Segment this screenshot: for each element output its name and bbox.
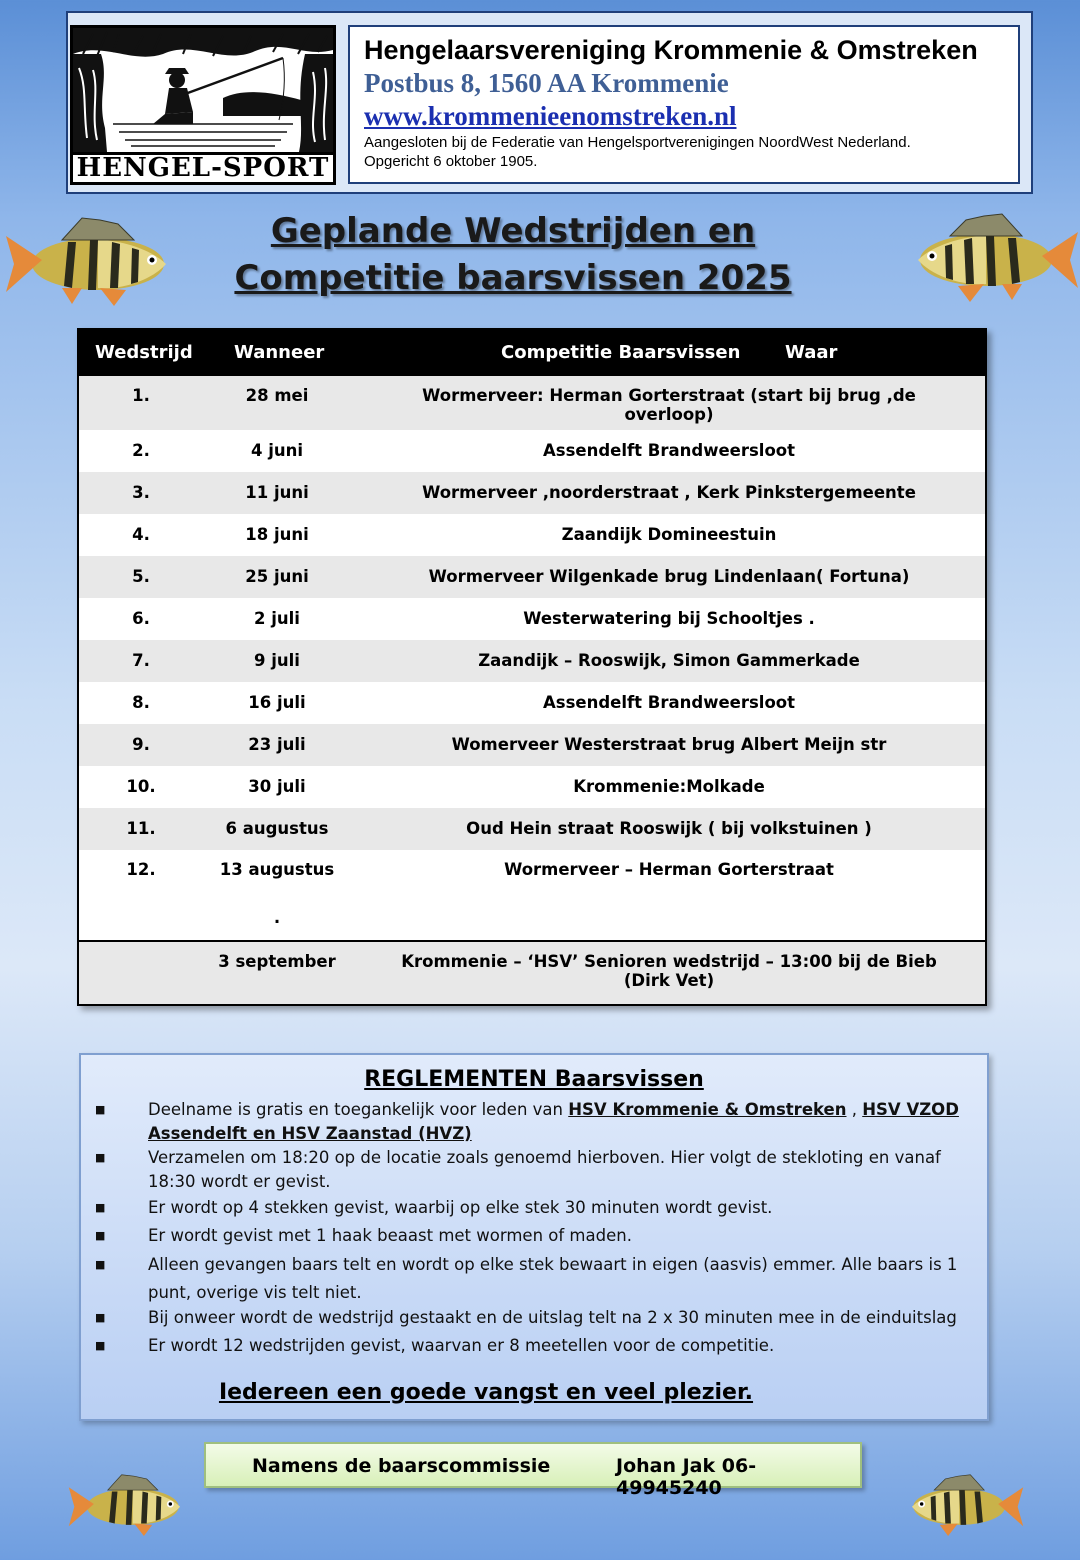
rule-text-line: Verzamelen om 18:20 op de locatie zoals genoemd hierboven. Hier volgt de stekloting en vanaf xyxy=(148,1148,941,1167)
bullet-icon: ■ xyxy=(95,1229,106,1242)
cell-date: 11 juni xyxy=(245,483,309,502)
cell-nr: 4. xyxy=(132,525,150,544)
cell-date: 6 augustus xyxy=(225,819,329,838)
cell-date: 28 mei xyxy=(245,386,309,405)
rule-text: Er wordt op 4 stekken gevist, waarbij op elke stek 30 minuten wordt gevist. xyxy=(148,1198,773,1217)
page-title xyxy=(180,208,846,302)
table-header xyxy=(79,330,985,376)
cell-date: 16 juli xyxy=(248,693,306,712)
club-affiliation: Aangesloten bij de Federatie van Hengelsportverenigingen NoordWest Nederland. xyxy=(364,134,911,151)
cell-place: Wormerveer – Herman Gorterstraat xyxy=(504,860,834,879)
table-row xyxy=(79,724,985,766)
contact-footer xyxy=(204,1442,862,1499)
page-title-line1: Geplande Wedstrijden en xyxy=(270,211,756,251)
cell-place: Wormerveer: Herman Gorterstraat (start bij brug ,de overloop) xyxy=(422,386,916,424)
header-competitie: Competitie Baarsvissen xyxy=(501,342,741,363)
cell-date: 13 augustus xyxy=(219,860,335,879)
cell-place: Wormerveer Wilgenkade brug Lindenlaan( Fortuna) xyxy=(428,567,910,586)
schedule-table xyxy=(77,328,987,1006)
bullet-icon: ■ xyxy=(95,1311,106,1324)
bullet-icon: ■ xyxy=(95,1103,106,1116)
bullet-icon: ■ xyxy=(95,1151,106,1164)
logo-text: HENGEL-SPORT xyxy=(73,152,333,182)
rule-text-part: Deelname is gratis en toegankelijk voor leden van xyxy=(148,1100,569,1119)
cell-date: 3 september xyxy=(218,952,336,971)
table-row xyxy=(79,682,985,724)
cell-place: Westerwatering bij Schooltjes . xyxy=(523,609,815,628)
perch-fish-icon xyxy=(2,210,186,310)
table-row xyxy=(79,808,985,850)
cell-date: 30 juli xyxy=(248,777,306,796)
cell-place: Krommenie – ‘HSV’ Senioren wedstrijd – 13:00 bij de Bieb (Dirk Vet) xyxy=(401,952,937,990)
club-logo xyxy=(70,25,336,185)
page-title-line2: Competitie baarsvissen 2025 xyxy=(234,258,792,298)
cell-date: 2 juli xyxy=(254,609,300,628)
table-row xyxy=(79,850,985,942)
angler-illustration xyxy=(73,28,333,152)
cell-place: Assendelft Brandweersloot xyxy=(542,693,796,712)
club-website-link[interactable]: www.krommenieenomstreken.nl xyxy=(364,101,737,131)
cell-date: 23 juli xyxy=(248,735,306,754)
table-row xyxy=(79,472,985,514)
table-row xyxy=(79,376,985,430)
rule-text xyxy=(148,1251,973,1307)
footer-committee: Namens de baarscommissie xyxy=(252,1455,551,1477)
table-row xyxy=(79,640,985,682)
cell-nr: 6. xyxy=(132,609,150,628)
cell-date: 9 juli xyxy=(254,651,300,670)
table-row xyxy=(79,766,985,808)
rules-title: REGLEMENTEN Baarsvissen xyxy=(364,1067,704,1092)
rule-text: Bij onweer wordt de wedstrijd gestaakt en de uitslag telt na 2 x 30 minuten mee in de einduitslag xyxy=(148,1308,957,1327)
table-row xyxy=(79,598,985,640)
header-wanneer: Wanneer xyxy=(234,342,325,363)
cell-nr: 2. xyxy=(132,441,150,460)
cell-place: Krommenie:Molkade xyxy=(573,777,765,796)
perch-fish-icon xyxy=(898,206,1080,306)
bullet-icon: ■ xyxy=(95,1258,106,1271)
rule-text: Er wordt gevist met 1 haak beaast met wormen of maden. xyxy=(148,1226,632,1245)
cell-place: Zaandijk Domineestuin xyxy=(561,525,777,544)
cell-nr: 3. xyxy=(132,483,150,502)
table-row-extra xyxy=(79,942,985,1004)
rule-text xyxy=(148,1098,973,1146)
table-row xyxy=(79,556,985,598)
cell-date: 4 juni xyxy=(250,441,304,460)
closing-message: Iedereen een goede vangst en veel plezier. xyxy=(218,1380,754,1405)
cell-date: 18 juni xyxy=(245,525,309,544)
cell-nr: 10. xyxy=(126,777,156,796)
rule-text: Er wordt 12 wedstrijden gevist, waarvan er 8 meetellen voor de competitie. xyxy=(148,1336,775,1355)
cell-nr: 7. xyxy=(132,651,150,670)
rules-box xyxy=(79,1053,989,1421)
club-name: Hengelaarsvereniging Krommenie & Omstreken xyxy=(364,35,978,65)
cell-nr: 9. xyxy=(132,735,150,754)
bullet-icon: ■ xyxy=(95,1339,106,1352)
bullet-icon: ■ xyxy=(95,1201,106,1214)
cell-place: Oud Hein straat Rooswijk ( bij volkstuinen ) xyxy=(466,819,872,838)
club-founded: Opgericht 6 oktober 1905. xyxy=(364,153,538,170)
cell-place: Assendelft Brandweersloot xyxy=(542,441,796,460)
header-wedstrijd: Wedstrijd xyxy=(95,342,193,363)
cell-place: Zaandijk – Rooswijk, Simon Gammerkade xyxy=(478,651,860,670)
club-info-box xyxy=(348,25,1020,184)
rule-text-line: 18:30 wordt er gevist. xyxy=(148,1172,331,1191)
rule-text-line: Alleen gevangen baars telt en wordt op elke stek bewaart in eigen (aasvis) emmer. Alle baars is 1 xyxy=(148,1255,958,1274)
link-hsv-vzod[interactable]: HSV VZOD xyxy=(862,1100,959,1119)
rule-text-part: , xyxy=(846,1100,863,1119)
cell-place: Womerveer Westerstraat brug Albert Meijn str xyxy=(451,735,887,754)
table-row xyxy=(79,514,985,556)
club-address: Postbus 8, 1560 AA Krommenie xyxy=(364,68,729,98)
rule-text-line: punt, overige vis telt niet. xyxy=(148,1283,362,1302)
cell-nr: 8. xyxy=(132,693,150,712)
link-assendelft-zaanstad[interactable]: Assendelft en HSV Zaanstad (HVZ) xyxy=(148,1124,472,1143)
cell-nr: 11. xyxy=(126,819,156,838)
cell-dot: . xyxy=(273,908,281,927)
perch-fish-icon xyxy=(66,1468,194,1540)
header-waar: Waar xyxy=(785,342,838,363)
cell-nr: 1. xyxy=(132,386,150,405)
footer-contact: Johan Jak 06-49945240 xyxy=(616,1455,757,1499)
perch-fish-icon xyxy=(898,1468,1026,1540)
cell-place: Wormerveer ,noorderstraat , Kerk Pinkstergemeente xyxy=(422,483,916,502)
cell-nr: 12. xyxy=(126,860,156,879)
cell-nr: 5. xyxy=(132,567,150,586)
table-row xyxy=(79,430,985,472)
link-hsv-krommenie[interactable]: HSV Krommenie & Omstreken xyxy=(568,1100,847,1119)
cell-date: 25 juni xyxy=(245,567,309,586)
rule-text xyxy=(148,1146,973,1194)
